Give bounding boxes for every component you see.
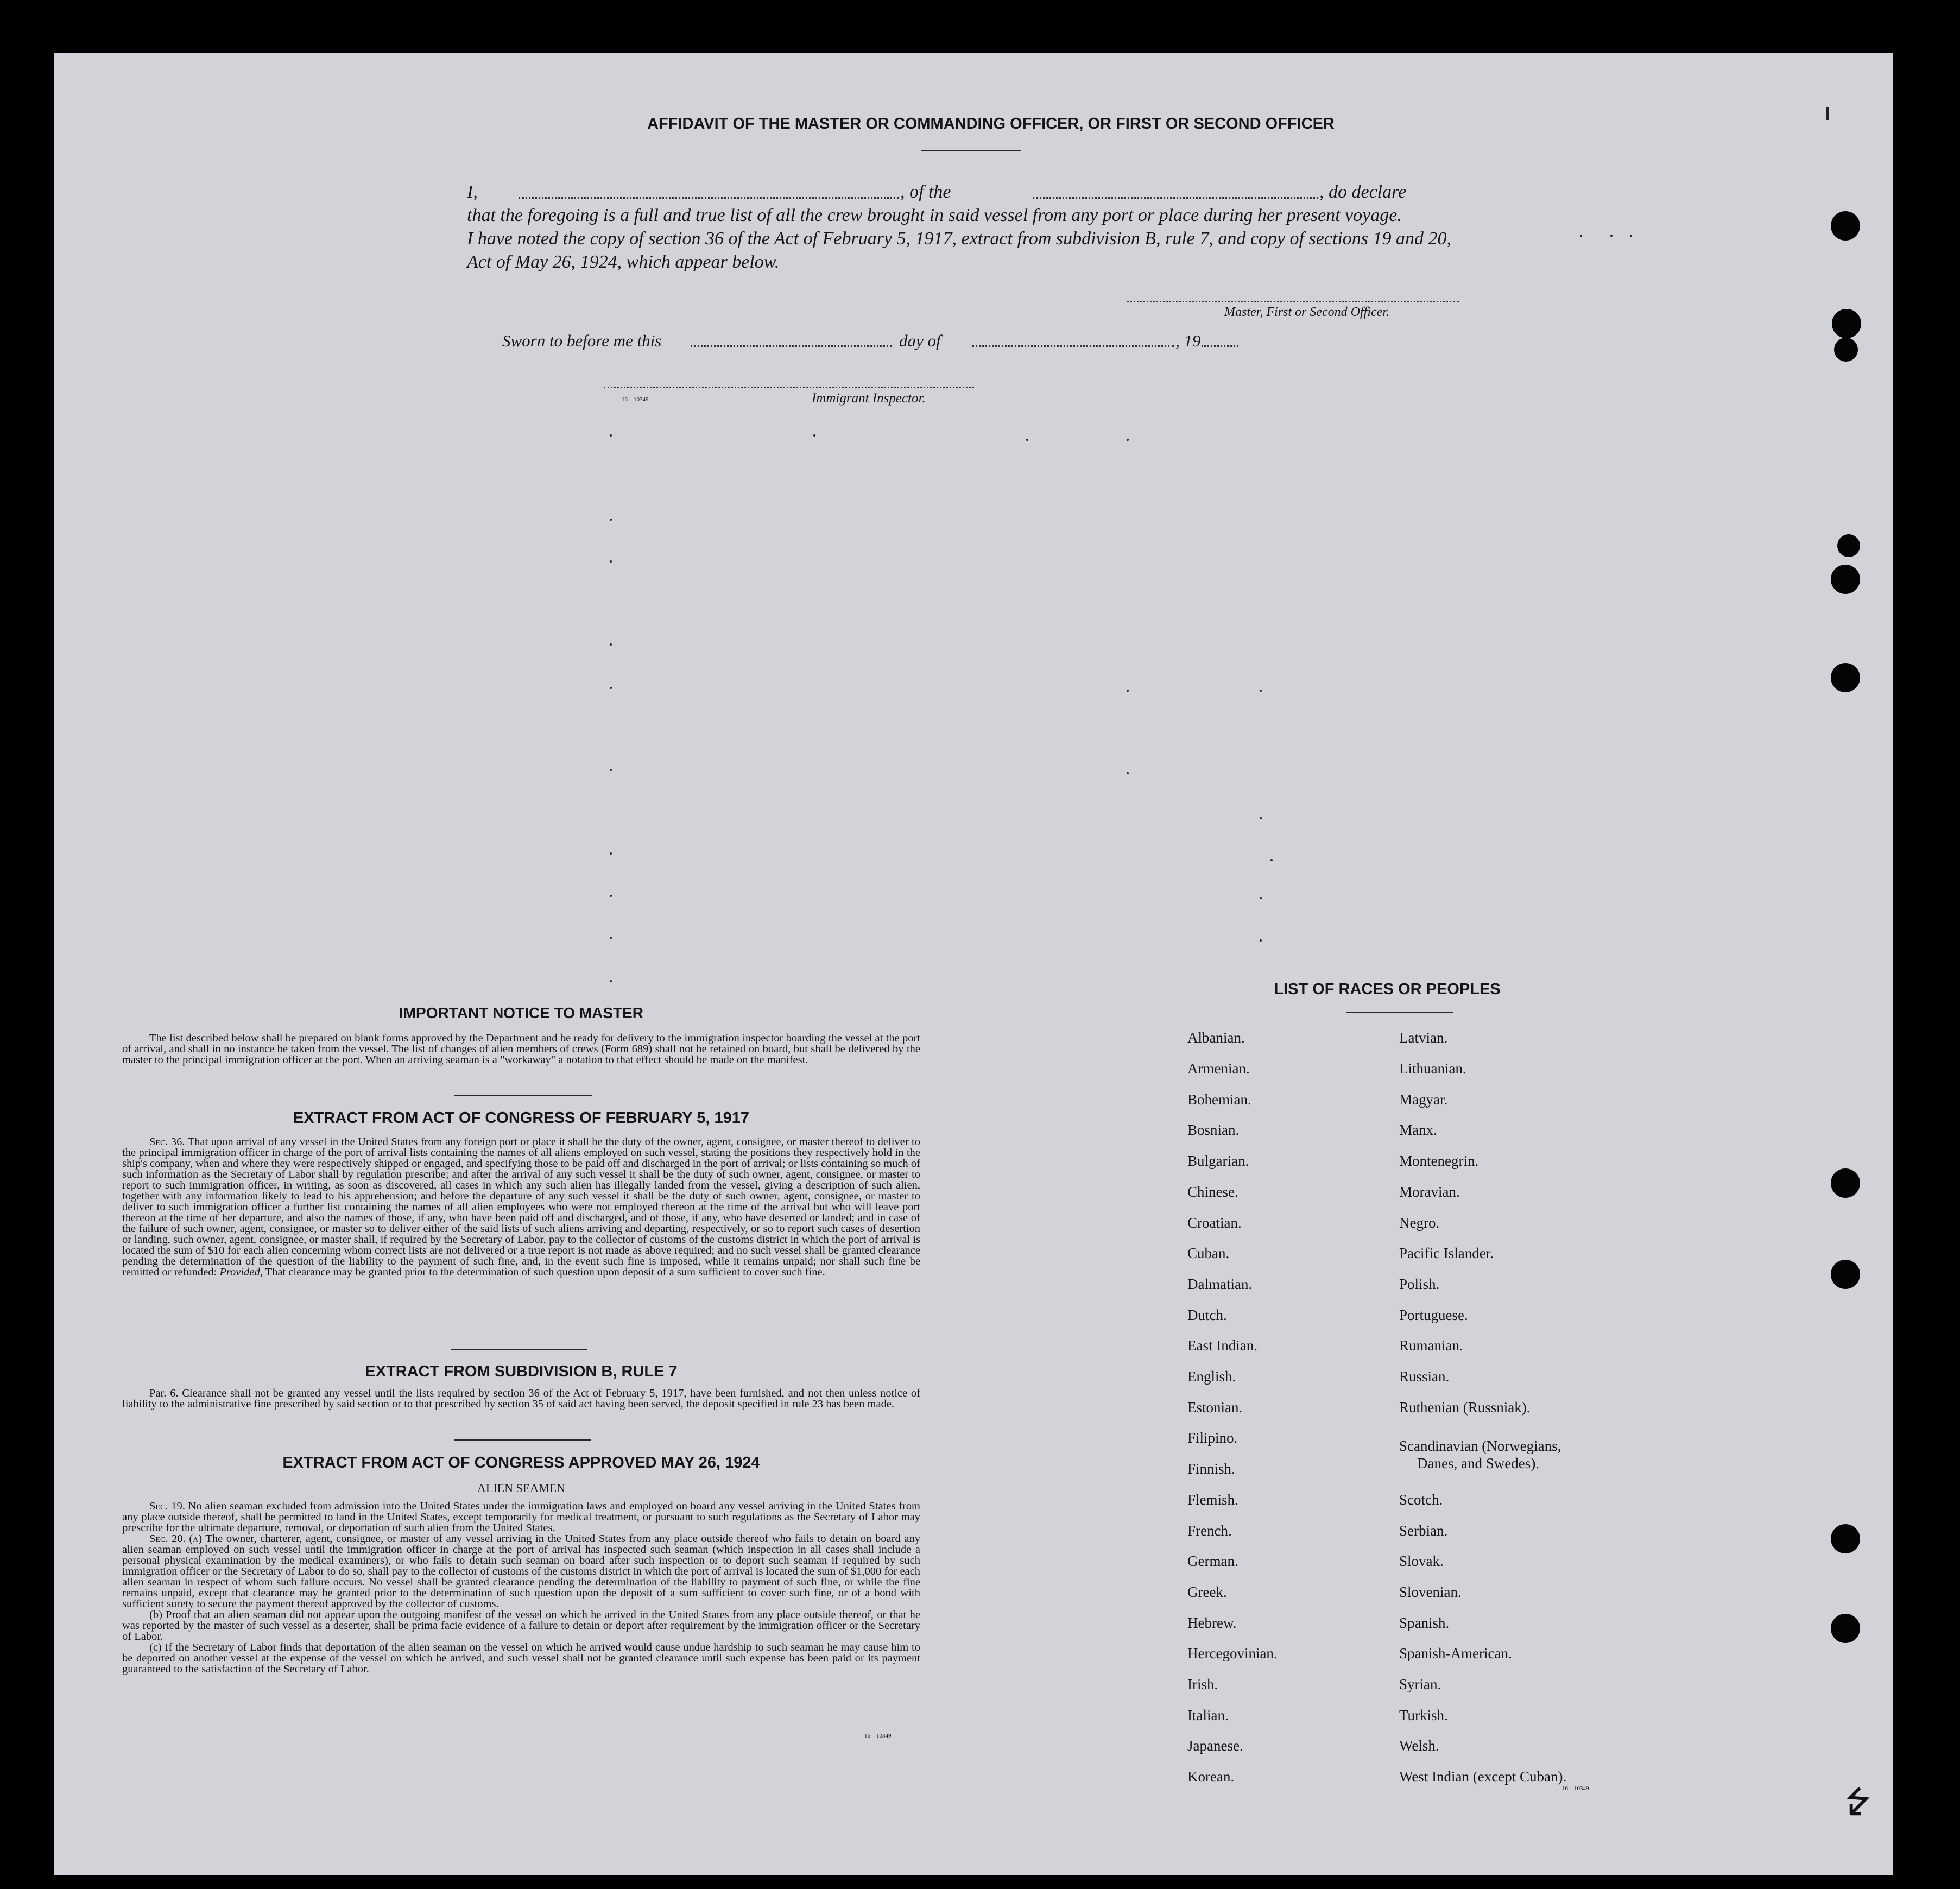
speck (610, 895, 612, 897)
race-item: Lithuanian. (1399, 1060, 1466, 1077)
speck (610, 643, 612, 646)
race-item: Latvian. (1399, 1029, 1448, 1046)
race-item: Italian. (1187, 1707, 1229, 1723)
race-item: Portuguese. (1399, 1307, 1468, 1323)
speck (813, 434, 815, 437)
sworn-statement (502, 331, 661, 351)
declarant-prefix: I, (467, 182, 478, 202)
punch-hole-icon (1831, 663, 1860, 692)
sworn-month-field[interactable] (972, 345, 1174, 347)
section-20a-body: The owner, charterer, agent, consignee, or master of any vessel arriving in the United States from any place outside thereof who fails to detain on board any alien seaman employed on such vessel until the immigration officer in charge at the port of arrival has inspected such seaman (which inspection in all cases shall include a personal physical examination by the medical examiners), or who fails to detain such seaman on board after such inspection or to deport such seaman if required by such immigration officer or the Secretary of Labor to do so, shall pay to the collector of customs of the customs district in which the port of arrival is located the sum of $1,000 for each alien seaman in respect of whom such failure occurs. No vessel shall be granted clearance pending the determination of the liability to payment of such fine, or while the fine remains unpaid, except that clearance may be granted prior to the determination of such question upon the deposit of a sum sufficient to cover such fine, or of a bond with sufficient surety to secure the payment thereof approved by the collector of customs. (122, 1533, 920, 1610)
punch-hole-icon (1837, 534, 1860, 557)
race-item: Magyar. (1399, 1091, 1448, 1108)
speck (1260, 897, 1262, 899)
sworn-year-prefix: , 19 (1175, 331, 1201, 350)
title-rule (921, 150, 1021, 151)
section-20c-text: (c) If the Secretary of Labor finds that deportation of the alien seaman on the vessel on which he arrived would cause undue hardship to such seaman he may cause him to be deported on another vessel at the expense of the vessel on which he arrived, and such vessel shall not be granted clearance until such expense has been paid or its payment guaranteed to the satisfaction of the Secretary of Labor. (122, 1641, 920, 1675)
race-item: Greek. (1187, 1584, 1227, 1600)
race-item: Irish. (1187, 1676, 1218, 1692)
speck (1260, 939, 1262, 942)
extract-1924-body (122, 1501, 920, 1675)
race-item: English. (1187, 1368, 1236, 1385)
speck (610, 687, 612, 689)
race-item: West Indian (except Cuban). (1399, 1768, 1567, 1785)
speck (1260, 690, 1262, 692)
race-item: Scandinavian (Norwegians, (1399, 1438, 1561, 1454)
speck (1270, 859, 1273, 861)
race-item: East Indian. (1187, 1337, 1257, 1354)
section-20a-label: Sec. 20. (a) (149, 1533, 203, 1545)
section-rule (451, 1349, 587, 1350)
extract-1917-body (122, 1136, 920, 1278)
race-item: Dalmatian. (1187, 1276, 1253, 1292)
race-item: Korean. (1187, 1768, 1235, 1785)
race-item: Croatian. (1187, 1215, 1242, 1231)
sworn-year-field[interactable] (1202, 345, 1238, 347)
race-item: Bosnian. (1187, 1122, 1240, 1138)
race-item: Filipino. (1187, 1430, 1238, 1446)
declaration-line-2: that the foregoing is a full and true list of all the crew brought in said vessel from any port or place during her present voyage. (467, 205, 1402, 225)
proviso-text: That clearance may be granted prior to the determination of such question upon deposit of a sum sufficient to cover such fine. (265, 1266, 825, 1278)
alien-seamen-subtitle: ALIEN SEAMEN (477, 1481, 565, 1495)
punch-hole-icon (1832, 309, 1861, 338)
section-rule (454, 1095, 592, 1096)
race-item: Spanish-American. (1399, 1645, 1512, 1661)
declaration-line-4: Act of May 26, 1924, which appear below. (467, 252, 780, 272)
speck (610, 980, 612, 982)
race-item: Welsh. (1399, 1738, 1439, 1754)
signature-line[interactable] (1127, 301, 1459, 302)
race-item: Russian. (1399, 1368, 1450, 1385)
speck (1260, 817, 1262, 819)
race-item: Slovak. (1399, 1553, 1444, 1569)
race-item: Moravian. (1399, 1184, 1460, 1200)
scan-mark (1826, 107, 1829, 120)
punch-hole-icon (1834, 338, 1858, 362)
race-item: Pacific Islander. (1399, 1245, 1494, 1261)
race-item: Danes, and Swedes). (1417, 1455, 1539, 1471)
race-item: Syrian. (1399, 1676, 1441, 1692)
rule7-text: Par. 6. Clearance shall not be granted any vessel until the lists required by section 36 of the Act of February 5, 1917, have been furnished, and not then unless notice of liability to the administrative fine prescribed by said section or to that prescribed by section 35 of said act having been served, the deposit specified in rule 23 has been made. (122, 1387, 920, 1410)
notice-title: IMPORTANT NOTICE TO MASTER (399, 1004, 644, 1021)
extract-1917-title: EXTRACT FROM ACT OF CONGRESS OF FEBRUARY 5, 1917 (293, 1109, 750, 1127)
extract-rule7-title: EXTRACT FROM SUBDIVISION B, RULE 7 (365, 1363, 678, 1380)
race-item: Hercegovinian. (1187, 1645, 1278, 1661)
punch-hole-icon (1831, 211, 1860, 241)
section-19-text (122, 1501, 920, 1533)
race-item: French. (1187, 1522, 1232, 1539)
extract-rule7-body (122, 1388, 920, 1410)
notice-text: The list described below shall be prepared on blank forms approved by the Department and be ready for delivery to the immigration inspector boarding the vessel at the port of arrival, and shall in no instance be taken from the vessel. The list of changes of alien members of crews (Form 689) shall not be retained on board, but shall be delivered by the master to the principal immigration officer at the port. When an arriving seaman is a "workaway" a notation to that effect should be made on the manifest. (122, 1032, 920, 1066)
speck (1630, 235, 1632, 237)
race-item: Japanese. (1187, 1738, 1243, 1754)
race-item: Albanian. (1187, 1029, 1245, 1046)
vessel-name-field[interactable] (1033, 197, 1318, 199)
of-the-text: , of the (900, 182, 951, 202)
race-item: Polish. (1399, 1276, 1440, 1292)
race-item: Armenian. (1187, 1060, 1250, 1077)
race-item: Cuban. (1187, 1245, 1230, 1261)
punch-hole-icon (1831, 1524, 1860, 1553)
speck (1127, 772, 1129, 774)
signature-caption: Master, First or Second Officer. (1224, 305, 1389, 319)
section-19-body: No alien seaman excluded from admission into the United States under the immigration laws and employed on board any vessel arriving in the United States from any place outside thereof, shall be permitted to land in the United States, except temporarily for medical treatment, or pursuant to such regulations as the Secretary of Labor may prescribe for the ultimate departure, removal, or deportation of such alien from the United States. (122, 1500, 920, 1534)
section-36-body: That upon arrival of any vessel in the United States from any foreign port or place it shall be the duty of the owner, agent, consignee, or master thereof to deliver to the principal immigration officer in charge of the port of arrival lists containing the names of all aliens employed on such vessel, stating the positions they respectively hold in the ship's company, when and where they were respectively shipped or engaged, and specifying those to be paid off and discharged in the port of arrival; or lists containing so much of such information as the Secretary of Labor shall by regulation prescribe; and after the arrival of any such vessel it shall be the duty of such owner, agent, consignee, or master to report to such immigration officer, in writing, as soon as discovered, all cases in which any such alien has illegally landed from the vessel, giving a description of such alien, together with any information likely to lead to his apprehension; and before the departure of any such vessel it shall be the duty of such owner, agent, consignee, or master to deliver to such immigration officer a further list containing the names of all alien employees who were not employed thereon at the time of the arrival but who will leave port thereon at the time of her departure, and also the names of those, if any, who have been paid off and discharged, and of those, if any, who have deserted or landed; and in case of the failure of such owner, agent, consignee, or master so to deliver either of the said lists of such aliens arriving and departing, respectively, or so to report such cases of desertion or landing, such owner, agent, consignee, or master shall, if required by the Secretary of Labor, pay to the collector of customs of the customs district in which the port of arrival is located the sum of $10 for each alien concerning whom correct lists are not delivered or a true report is not made as above required; and no such vessel shall be granted clearance pending the determination of the question of the liability to the payment of such fine, and, in the event such fine is imposed, while it remains unpaid; nor shall such fine be remitted or refunded: (122, 1136, 920, 1278)
race-item: Finnish. (1187, 1461, 1235, 1477)
extract-1924-title: EXTRACT FROM ACT OF CONGRESS APPROVED MAY 26, 1924 (282, 1454, 760, 1471)
do-declare-text: , do declare (1319, 182, 1407, 202)
sworn-day-field[interactable] (691, 345, 892, 347)
form-number-bottom-right: 16—10349 (1562, 1785, 1589, 1792)
punch-hole-icon (1831, 1614, 1860, 1643)
race-item: Hebrew. (1187, 1615, 1237, 1631)
speck (1026, 439, 1028, 441)
race-item: Dutch. (1187, 1307, 1227, 1323)
race-item: Flemish. (1187, 1492, 1238, 1508)
speck (1610, 235, 1613, 237)
race-item: Scotch. (1399, 1492, 1443, 1508)
speck (1580, 235, 1582, 237)
race-item: Ruthenian (Russniak). (1399, 1399, 1531, 1416)
punch-hole-icon (1831, 565, 1860, 594)
race-item: Bulgarian. (1187, 1153, 1249, 1169)
handwritten-mark-icon: ↯ (1830, 1776, 1882, 1831)
section-36-label: Sec. 36. (149, 1136, 185, 1148)
speck (1127, 439, 1129, 441)
race-item: Spanish. (1399, 1615, 1450, 1631)
proviso-label: Provided, (219, 1266, 263, 1278)
speck (610, 434, 612, 437)
declaration-line-3: I have noted the copy of section 36 of the Act of February 5, 1917, extract from subdivision B, rule 7, and copy of sections 19 and 20, (467, 229, 1452, 249)
race-item: Negro. (1399, 1215, 1440, 1231)
punch-hole-icon (1831, 1168, 1860, 1198)
race-item: Montenegrin. (1399, 1153, 1479, 1169)
races-title: LIST OF RACES OR PEOPLES (1274, 981, 1501, 998)
notice-body (122, 1033, 920, 1065)
speck (610, 769, 612, 771)
race-item: Serbian. (1399, 1522, 1448, 1539)
section-19-label: Sec. 19. (149, 1500, 185, 1512)
race-item: Chinese. (1187, 1184, 1238, 1200)
race-item: Rumanian. (1399, 1337, 1463, 1354)
form-number-bottom-left: 16—10349 (864, 1733, 892, 1739)
races-rule (1346, 1012, 1453, 1013)
inspector-caption: Immigrant Inspector. (812, 391, 926, 406)
section-36-text (122, 1136, 920, 1278)
speck (610, 519, 612, 521)
speck (1127, 690, 1129, 692)
race-item: German. (1187, 1553, 1238, 1569)
inspector-signature-line[interactable] (604, 387, 974, 388)
race-item: Slovenian. (1399, 1584, 1462, 1600)
sworn-day-of: day of (899, 331, 941, 350)
race-item: Manx. (1399, 1122, 1437, 1138)
section-20b-text: (b) Proof that an alien seaman did not appear upon the outgoing manifest of the vessel on which he arrived in the United States from any place outside thereof, or that he was reported by the master of such vessel as a deserter, shall be prima facie evidence of a failure to detain or deport after requirement by the immigration officer or the Secretary of Labor. (122, 1609, 920, 1642)
speck (610, 852, 612, 855)
speck (610, 560, 612, 563)
affidavit-title: AFFIDAVIT OF THE MASTER OR COMMANDING OFFICER, OR FIRST OR SECOND OFFICER (647, 115, 1335, 132)
form-number-top: 16—10349 (622, 396, 649, 403)
section-20a-text (122, 1533, 920, 1609)
race-item: Estonian. (1187, 1399, 1243, 1416)
race-item: Bohemian. (1187, 1091, 1251, 1108)
sworn-prefix: Sworn to before me this (502, 331, 662, 350)
declarant-name-field[interactable] (519, 197, 899, 199)
race-item: Turkish. (1399, 1707, 1448, 1723)
speck (610, 937, 612, 939)
section-rule (454, 1439, 591, 1441)
punch-hole-icon (1831, 1260, 1860, 1289)
